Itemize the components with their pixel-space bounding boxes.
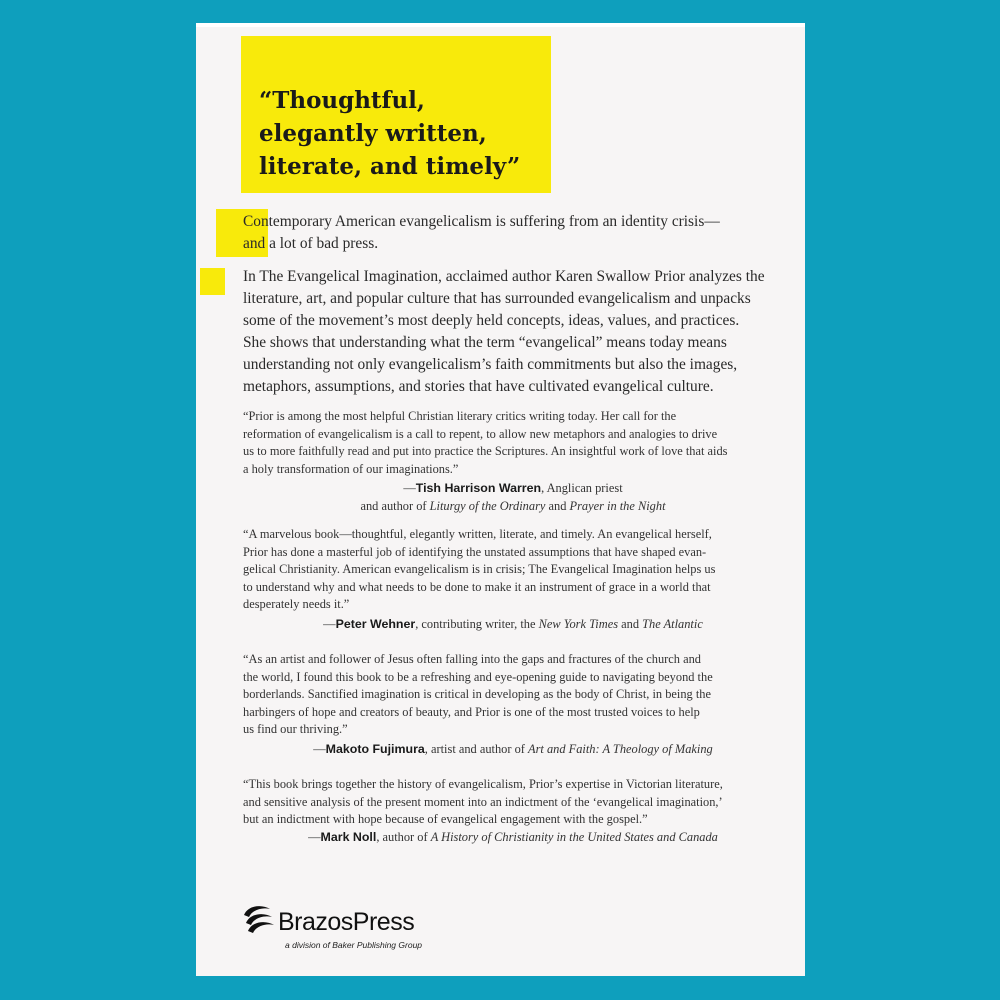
endorser-role: , author of <box>376 830 431 844</box>
endorser-name: Makoto Fujimura <box>325 742 425 756</box>
endorser-work: New York Times <box>538 617 619 631</box>
endorsement-attribution-warren <box>243 480 783 515</box>
attribution-dash: — <box>308 830 321 844</box>
endorser-role-line2: and author of <box>360 498 430 513</box>
endorsement-attribution-fujimura <box>243 741 783 759</box>
endorser-role: , contributing writer, the <box>415 617 539 631</box>
attribution-dash: — <box>323 617 336 631</box>
headline-quote: “Thoughtful, elegantly written, literate, and timely” <box>259 87 521 180</box>
endorsement-quote-wehner: “A marvelous book—thoughtful, elegantly written, literate, and timely. An evangelical herself, Prior has done a masterful job of identifying the unstated assumptions that have shaped evan- gelical Christianity. American evangelicalism is in crisis; The Evangelical Imagination helps us to understand why and what needs to be done to make it an instrument of grace in a world that desperately needs it.” <box>243 527 716 612</box>
brazos-river-icon <box>240 902 276 938</box>
endorser-work: Prayer in the Night <box>569 498 666 513</box>
endorser-name: Mark Noll <box>320 830 377 844</box>
endorser-role: , Anglican priest <box>541 481 623 495</box>
endorser-role: , artist and author of <box>424 742 529 756</box>
endorser-work: A History of Christianity in the United States and Canada <box>430 830 718 844</box>
accent-square-small <box>200 268 225 295</box>
endorsement-attribution-noll <box>243 829 783 847</box>
endorser-work: Art and Faith: A Theology of Making <box>528 742 713 756</box>
intro-paragraph: Contemporary American evangelicalism is suffering from an identity crisis— and a lot of bad press. <box>243 213 720 252</box>
publisher-name: BrazosPress <box>278 908 415 936</box>
endorser-work: The Atlantic <box>642 617 703 631</box>
endorsement-attribution-wehner <box>243 616 783 634</box>
endorsement-quote-fujimura: “As an artist and follower of Jesus often falling into the gaps and fractures of the church and the world, I found this book to be a refreshing and eye-opening guide to navigating beyond the borderlands. Sanctified imagination is critical in developing as the body of Christ, in being the harbingers of hope and creators of beauty, and Prior is one of the most trusted voices to help us find our thriving.” <box>243 652 713 737</box>
attribution-dash: — <box>403 481 416 495</box>
endorsement-quote-noll: “This book brings together the history of evangelicalism, Prior’s expertise in Victorian literature, and sensitive analysis of the present moment into an indictment of the ‘evangelical imagination,’ but an indictment with hope because of evangelical engagement with the gospel.” <box>243 777 723 827</box>
description-paragraph: In The Evangelical Imagination, acclaimed author Karen Swallow Prior analyzes the literature, art, and popular culture that has surrounded evangelicalism and unpacks some of the movement’s most deeply held concepts, ideas, values, and practices. She shows that understanding what the term “evangelical” means today means understanding not only evangelicalism’s faith commitments but also the images, metaphors, assumptions, and stories that have cultivated evangelical culture. <box>243 268 765 395</box>
endorser-name: Peter Wehner <box>335 617 416 631</box>
conjunction: and <box>545 498 570 513</box>
endorsement-quote-warren: “Prior is among the most helpful Christian literary critics writing today. Her call for the reformation of evangelicalism is a call to repent, to allow new metaphors and analogies to drive us to more faithfully read and put into practice the Scriptures. An insightful work of love that aids a holy transformation of our imaginations.” <box>243 409 728 476</box>
back-cover-page <box>196 23 805 976</box>
conjunction: and <box>618 617 643 631</box>
endorser-work: Liturgy of the Ordinary <box>429 498 546 513</box>
attribution-dash: — <box>313 742 326 756</box>
endorser-name: Tish Harrison Warren <box>415 481 542 495</box>
publisher-tagline: a division of Baker Publishing Group <box>285 940 423 950</box>
